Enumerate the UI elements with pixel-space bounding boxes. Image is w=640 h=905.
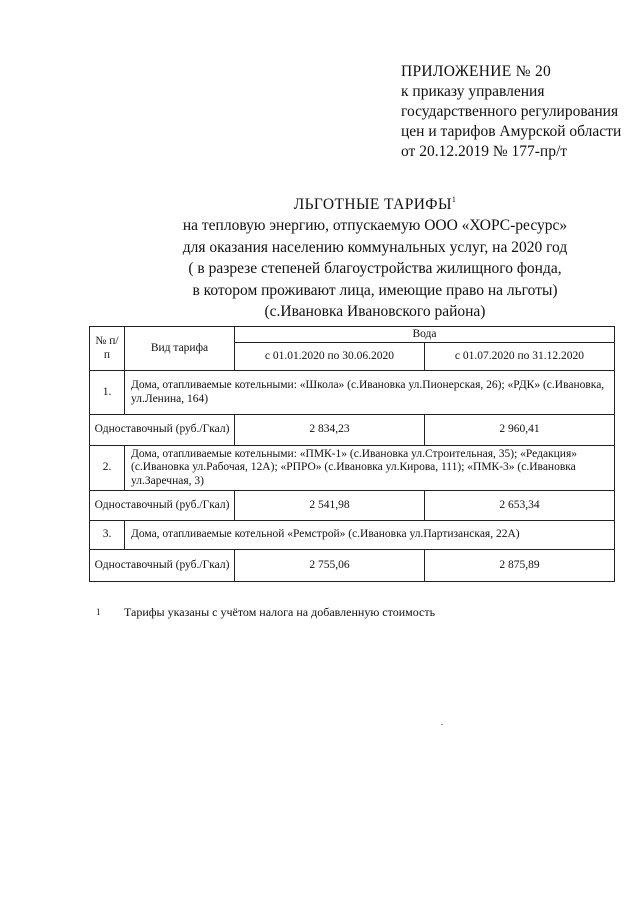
- rate-value: 2 755,06: [235, 550, 425, 582]
- document-title-block: [120, 189, 630, 322]
- rate-label: Одноставочный (руб./Гкал): [90, 491, 235, 521]
- table-header-row: [90, 327, 615, 343]
- header-period2: с 01.07.2020 по 31.12.2020: [424, 343, 614, 371]
- appendix-block: [401, 62, 621, 162]
- rate-row: [90, 415, 615, 446]
- rate-value: 2 960,41: [424, 415, 614, 446]
- appendix-line: к приказу управления: [401, 83, 545, 100]
- rate-label: Одноставочный (руб./Гкал): [90, 415, 235, 446]
- document-title: [120, 189, 630, 215]
- section-row: [90, 521, 615, 550]
- section-number: 3.: [90, 521, 125, 550]
- footnote: [96, 605, 436, 620]
- rate-value: 2 834,23: [235, 415, 425, 446]
- appendix-line: государственного регулирования: [401, 103, 619, 120]
- header-group: Вода: [235, 327, 615, 343]
- section-description: Дома, отапливаемые котельной «Ремстрой» (с.Ивановка ул.Партизанская, 22А): [125, 521, 615, 550]
- rate-row: [90, 491, 615, 521]
- rate-label: Одноставочный (руб./Гкал): [90, 550, 235, 582]
- title-line: в котором проживают лица, имеющие право на льготы): [192, 281, 558, 299]
- header-period1: с 01.01.2020 по 30.06.2020: [235, 343, 425, 371]
- rate-row: [90, 550, 615, 582]
- title-line: (с.Ивановка Ивановского района): [264, 303, 486, 321]
- footnote-mark: 1: [96, 607, 101, 617]
- title-line: для оказания населению коммунальных услуг, на 2020 год: [182, 238, 568, 256]
- title-line: на тепловую энергию, отпускаемую ООО «ХОРС-ресурс»: [182, 217, 568, 235]
- section-description: Дома, отапливаемые котельными: «ПМК-1» (с.Ивановка ул.Строительная, 35); «Редакция» (с.Ивановка ул.Рабочая, 12А); «РПРО» (с.Ивановка ул.Кирова, 111); «ПМК-3» (с.Ивановка ул.Заречная, 3): [125, 446, 615, 491]
- section-row: [90, 371, 615, 415]
- footnote-text: Тарифы указаны с учётом налога на добавленную стоимость: [124, 605, 436, 619]
- appendix-line: цен и тарифов Амурской области: [401, 123, 622, 140]
- rate-value: 2 653,34: [424, 491, 614, 521]
- rate-value: 2 541,98: [235, 491, 425, 521]
- header-kind: Вид тарифа: [125, 327, 235, 371]
- appendix-heading: ПРИЛОЖЕНИЕ № 20: [401, 63, 552, 80]
- header-number: № п/п: [90, 327, 125, 371]
- section-number: 2.: [90, 446, 125, 491]
- section-number: 1.: [90, 371, 125, 415]
- title-footnote-ref: 1: [451, 195, 457, 204]
- tariff-table: [89, 326, 615, 582]
- section-row: [90, 446, 615, 491]
- scan-speck: [441, 724, 443, 725]
- section-description: Дома, отапливаемые котельными: «Школа» (с.Ивановка ул.Пионерская, 26); «РДК» (с.Ивановка, ул.Ленина, 164): [125, 371, 615, 415]
- rate-value: 2 875,89: [424, 550, 614, 582]
- appendix-line: от 20.12.2019 № 177-пр/т: [401, 143, 568, 160]
- title-main: ЛЬГОТНЫЕ ТАРИФЫ: [293, 196, 452, 213]
- title-line: ( в разрезе степеней благоустройства жилищного фонда,: [188, 260, 562, 278]
